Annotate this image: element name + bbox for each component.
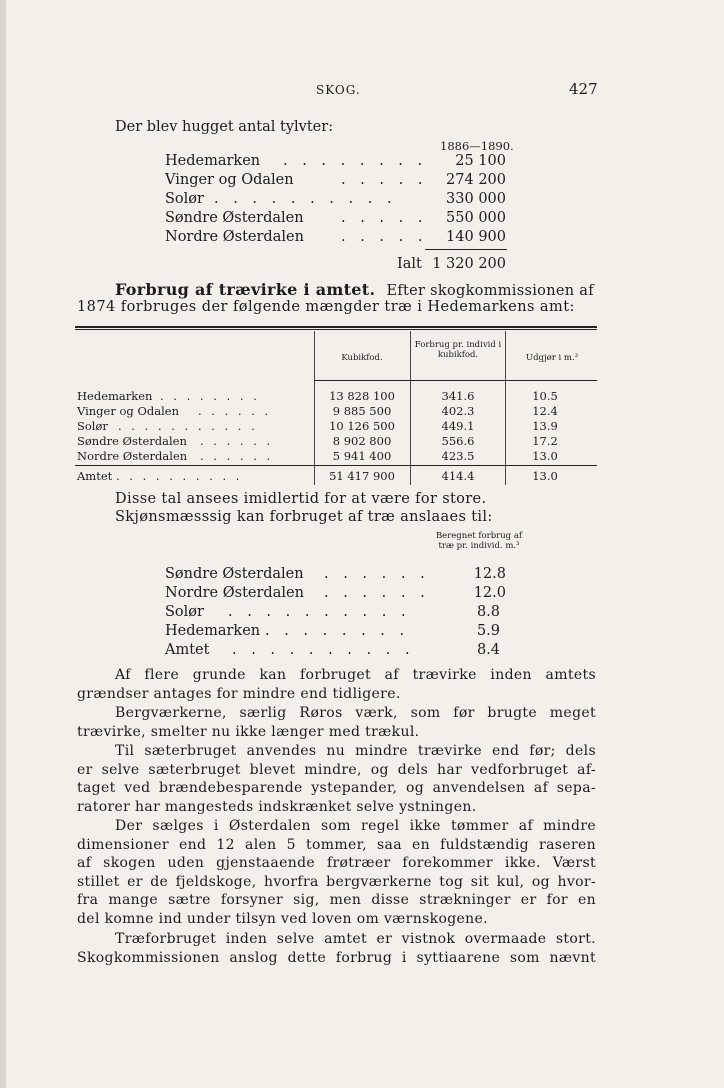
table-cell-m3: 17.2 (532, 434, 558, 448)
estimate-row-name: Hedemarken (165, 623, 261, 639)
estimate-row-value: 12.0 (473, 585, 506, 601)
leader-dots: . . . . . . (200, 434, 274, 448)
estimate-row-name: Solør (165, 604, 204, 620)
felling-intro: Der blev hugget antal tylvter: (115, 119, 334, 135)
paragraph-line: er selve sæterbruget blevet mindre, og dels har vedforbruget af- (77, 761, 596, 778)
estimate-row-value: 8.4 (476, 642, 500, 658)
felling-total-value: 1 320 200 (432, 256, 506, 272)
leader-dots: . . . . . . . . . . (116, 469, 243, 483)
paragraph (77, 666, 596, 703)
paragraph-line: Træforbruget inden selve amtet er vistnok overmaade stort. (115, 931, 596, 947)
table-row-name: Solør (77, 419, 108, 433)
sum-rule (425, 249, 507, 250)
table-cell-kubikfod: 5 941 400 (332, 449, 392, 463)
paragraph-line: taget ved brændebesparende ystepander, og anvendelsen af sepa- (77, 780, 596, 797)
table-row-name: Vinger og Odalen (77, 404, 179, 418)
table-cell-m3: 13.9 (532, 419, 558, 433)
table-row-name: Hedemarken (77, 389, 153, 403)
section-heading: Forbrug af trævirke i amtet. (115, 280, 376, 299)
paragraph-line: Bergværkerne, særlig Røros værk, som før brugte meget (115, 705, 596, 721)
leader-dots: . . . . . . (198, 404, 272, 418)
paragraph-line: grændser antages for mindre end tidligere. (77, 685, 401, 702)
table-total-kubikfod: 51 417 900 (329, 469, 395, 483)
felling-row-name: Hedemarken (165, 153, 261, 169)
paragraph (77, 704, 596, 741)
paragraph-line: Til sæterbruget anvendes nu mindre trævirke end før; dels (115, 743, 596, 759)
table-cell-per-individ: 449.1 (441, 419, 475, 433)
leader-dots: . . . . . . . . (265, 623, 410, 639)
table-total-name: Amtet (77, 469, 113, 483)
estimate-text: Skjønsmæsssig kan forbruget af træ anslaaes til: (115, 509, 493, 525)
estimate-column-header: Beregnet forbrug af træ pr. individ. m.³ (435, 531, 523, 551)
table-total-m3: 13.0 (532, 469, 558, 483)
leader-dots: . . . . . . . . (160, 389, 260, 403)
table-cell-per-individ: 341.6 (441, 389, 475, 403)
felling-row-value: 25 100 (455, 153, 506, 169)
paragraph-line: trævirke, smelter nu ikke længer med trækul. (77, 723, 420, 740)
paragraph-line: Skogkommissionen anslog dette forbrug i syttiaarene som nævnt (77, 949, 596, 966)
table-cell-kubikfod: 9 885 500 (332, 404, 392, 418)
estimate-text: Disse tal ansees imidlertid for at være for store. (115, 491, 487, 507)
table-top-rule (75, 326, 597, 328)
estimate-row-name: Amtet (165, 642, 210, 658)
estimate-row-value: 5.9 (476, 623, 500, 639)
leader-dots: . . . . . (341, 210, 428, 226)
paragraph (77, 817, 596, 929)
paragraph-line: dimensioner end 12 alen 5 tommer, saa en fuldstændig raseren (77, 836, 596, 853)
section-heading-line (115, 280, 594, 299)
page-edge (0, 0, 6, 1088)
felling-row-value: 330 000 (446, 191, 506, 207)
leader-dots: . . . . . . . . . . . (118, 419, 258, 433)
column-rule (314, 331, 315, 485)
col-header-m3: Udgjør i m.³ (525, 353, 579, 363)
paragraph-line: fra mange sætre forsyner sig, men disse strækninger er for en (77, 892, 596, 909)
col-header-per-individ: Forbrug pr. individ i kubikfod. (414, 340, 502, 360)
leader-dots: . . . . . . . . (283, 153, 428, 169)
table-cell-per-individ: 556.6 (441, 434, 475, 448)
table-cell-kubikfod: 13 828 100 (329, 389, 395, 403)
paragraph (77, 742, 596, 816)
felling-row-value: 140 900 (446, 229, 506, 245)
table-cell-m3: 12.4 (532, 404, 558, 418)
felling-row-name: Solør (165, 191, 204, 207)
table-cell-kubikfod: 8 902 800 (332, 434, 392, 448)
estimate-row-name: Søndre Østerdalen (165, 566, 304, 582)
paragraph-line: af skogen uden gjenstaaende frøtræer forekommer ikke. Værst (77, 855, 596, 872)
section-heading-text: Efter skogkommissionen af (386, 283, 594, 299)
leader-dots: . . . . . . (324, 566, 430, 582)
table-cell-per-individ: 423.5 (441, 449, 475, 463)
table-cell-m3: 13.0 (532, 449, 558, 463)
felling-row-value: 274 200 (446, 172, 506, 188)
table-total-per-individ: 414.4 (441, 469, 475, 483)
estimate-row-value: 8.8 (476, 604, 500, 620)
felling-row-name: Søndre Østerdalen (165, 210, 304, 226)
header-rule (314, 380, 597, 381)
table-cell-per-individ: 402.3 (441, 404, 475, 418)
paragraph (77, 930, 596, 967)
page-number: 427 (569, 80, 598, 98)
running-header: SKOG. (316, 83, 361, 97)
felling-row-value: 550 000 (446, 210, 506, 226)
leader-dots: . . . . . . . . . . (214, 191, 397, 207)
leader-dots: . . . . . . (200, 449, 274, 463)
paragraph-line: stillet er de fjeldskoge, hvorfra bergværkerne tog sit kul, og hvor- (77, 873, 596, 890)
leader-dots: . . . . . (341, 172, 428, 188)
section-text: 1874 forbruges der følgende mængder træ i Hedemarkens amt: (77, 299, 575, 315)
paragraph-line: del komne ind under tilsyn ved loven om værnskogene. (77, 910, 488, 927)
estimate-row-name: Nordre Østerdalen (165, 585, 304, 601)
table-row-name: Nordre Østerdalen (77, 449, 188, 463)
felling-total-label: Ialt (397, 256, 422, 272)
column-rule (505, 331, 506, 485)
paragraph-line: ratorer har mangesteds indskrænket selve ystningen. (77, 798, 477, 815)
estimate-row-value: 12.8 (473, 566, 506, 582)
column-rule (410, 331, 411, 485)
table-row-name: Søndre Østerdalen (77, 434, 187, 448)
leader-dots: . . . . . (341, 229, 428, 245)
felling-row-name: Vinger og Odalen (165, 172, 294, 188)
paragraph-line: Der sælges i Østerdalen som regel ikke tømmer af mindre (115, 818, 596, 834)
table-cell-m3: 10.5 (532, 389, 558, 403)
paragraph-line: Af flere grunde kan forbruget af trævirke inden amtets (115, 667, 596, 683)
leader-dots: . . . . . . (324, 585, 430, 601)
col-header-kubikfod: Kubikfod. (341, 353, 383, 363)
total-rule (75, 465, 597, 466)
table-top-rule-2 (75, 329, 597, 330)
felling-row-name: Nordre Østerdalen (165, 229, 304, 245)
table-cell-kubikfod: 10 126 500 (329, 419, 395, 433)
felling-period: 1886—1890. (440, 139, 514, 153)
leader-dots: . . . . . . . . . . (228, 604, 411, 620)
leader-dots: . . . . . . . . . . (232, 642, 415, 658)
